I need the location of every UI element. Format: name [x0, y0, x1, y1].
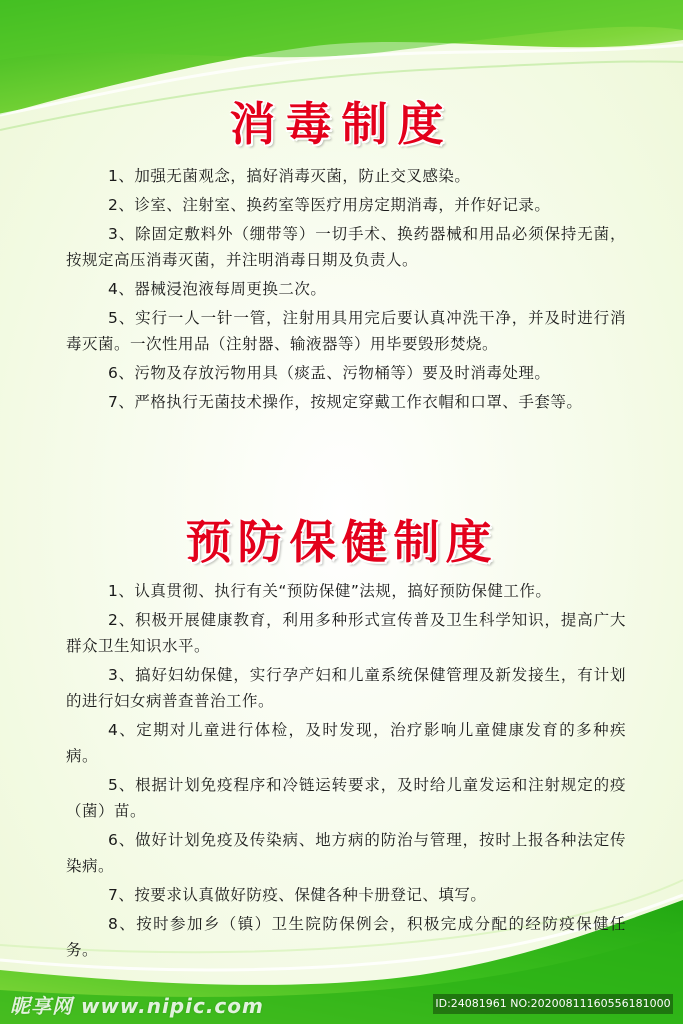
rule-item: 8、按时参加乡（镇）卫生院防保例会，积极完成分配的经防疫保健任务。 [66, 915, 626, 959]
rule-item: 4、器械浸泡液每周更换二次。 [108, 280, 327, 298]
rule-item: 7、按要求认真做好防疫、保健各种卡册登记、填写。 [108, 886, 487, 904]
rule-item: 1、认真贯彻、执行有关“预防保健”法规，搞好预防保健工作。 [108, 582, 552, 600]
rule-item: 3、除固定敷料外（绷带等）一切手术、换药器械和用品必须保持无菌，按规定高压消毒灭菌，并注明消毒日期及负责人。 [66, 225, 626, 269]
rule-item: 5、根据计划免疫程序和冷链运转要求，及时给儿童发运和注射规定的疫（菌）苗。 [66, 776, 626, 820]
image-id-watermark: ID:24081961 NO:20200811160556181000 [433, 994, 673, 1014]
rule-item: 4、定期对儿童进行体检，及时发现，治疗影响儿童健康发育的多种疾病。 [66, 721, 626, 765]
rule-item: 5、实行一人一针一管，注射用具用完后要认真冲洗干净，并及时进行消毒灭菌。一次性用品（注射器、输液器等）用毕要毁形焚烧。 [66, 309, 626, 353]
prevention-rules-list [66, 578, 626, 966]
rule-item: 6、污物及存放污物用具（痰盂、污物桶等）要及时消毒处理。 [108, 364, 551, 382]
rule-item: 2、积极开展健康教育，利用多种形式宣传普及卫生科学知识，提高广大群众卫生知识水平。 [66, 611, 626, 655]
rule-item: 7、严格执行无菌技术操作，按规定穿戴工作衣帽和口罩、手套等。 [108, 393, 583, 411]
rule-item: 1、加强无菌观念，搞好消毒灭菌，防止交叉感染。 [108, 167, 471, 185]
section-title-prevention: 预防保健制度 [185, 515, 498, 569]
section-title-disinfection: 消毒制度 [229, 97, 454, 151]
rule-item: 2、诊室、注射室、换药室等医疗用房定期消毒，并作好记录。 [108, 196, 551, 214]
site-watermark: 昵享网 www.nipic.com [10, 994, 264, 1018]
disinfection-rules-list [66, 163, 626, 418]
rule-item: 3、搞好妇幼保健，实行孕产妇和儿童系统保健管理及新发接生，有计划的进行妇女病普查普治工作。 [66, 666, 626, 710]
rule-item: 6、做好计划免疫及传染病、地方病的防治与管理，按时上报各种法定传染病。 [66, 831, 626, 875]
